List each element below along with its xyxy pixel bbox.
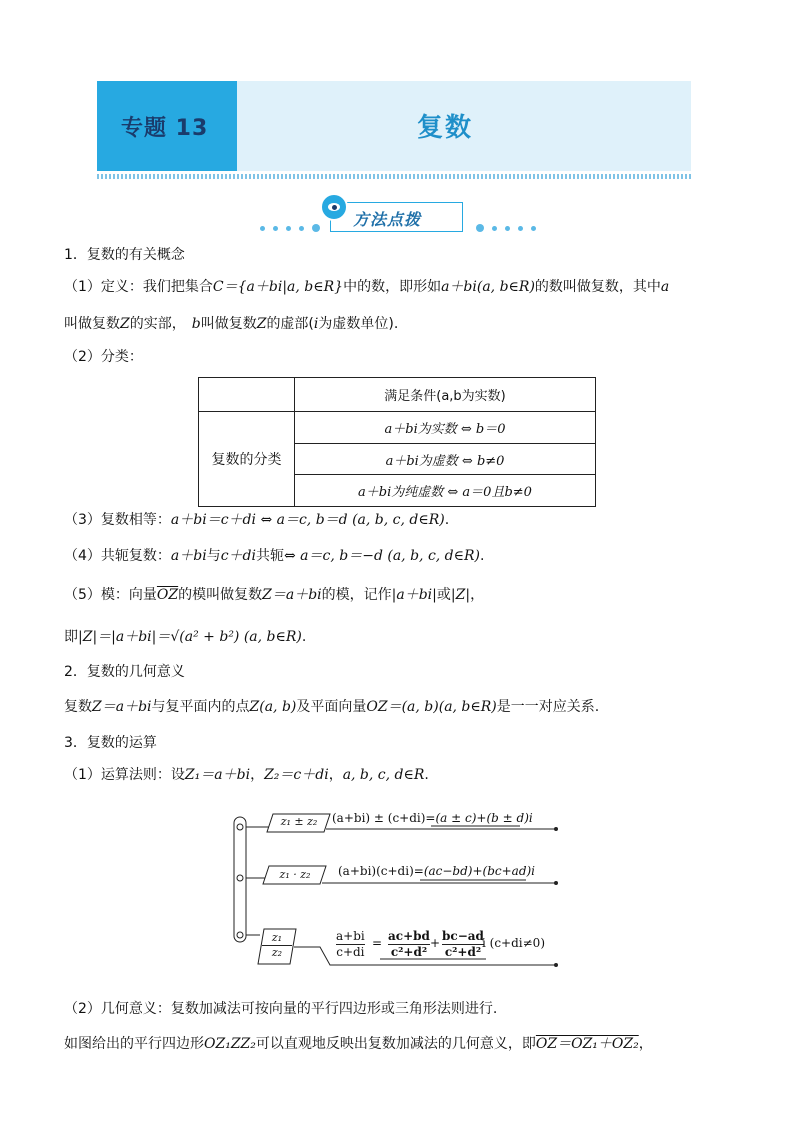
op-div-lhs: a+bi c+di xyxy=(336,929,365,959)
table-row: a＋bi为实数 ⇔ b＝0 xyxy=(295,412,596,444)
operations-rule-line: （1）运算法则：设Z₁＝a＋bi，Z₂＝c＋di，a, b, c, d∈R. xyxy=(64,767,429,783)
table-row: a＋bi为纯虚数 ⇔ a＝0且b≠0 xyxy=(295,475,596,507)
table-corner xyxy=(199,378,295,412)
header-divider xyxy=(97,174,691,179)
op-div-frac1: ac+bd c²+d² xyxy=(388,929,430,959)
topic-label-box xyxy=(97,81,237,171)
op-mul-formula: (a+bi)(c+di)=(ac−bd)+(bc+ad)i xyxy=(338,864,536,878)
definition-line-2: 叫做复数Z的实部， b叫做复数Z的虚部(i为虚数单位). xyxy=(64,316,399,332)
op-div-tail: i (c+di≠0) xyxy=(482,936,545,950)
operations-diagram xyxy=(228,805,568,975)
page-title: 复数 xyxy=(417,113,474,143)
conjugate-line: （4）共轭复数：a＋bi与c＋di共轭⇔ a＝c, b＝−d (a, b, c, d∈R). xyxy=(64,548,485,564)
op-add-formula: (a+bi) ± (c+di)=(a ± c)+(b ± d)i xyxy=(332,811,533,825)
op-div-frac2: bc−ad c²+d² xyxy=(442,929,484,959)
op-mul-label: z₁ · z₂ xyxy=(279,868,311,881)
op-div-eq: = xyxy=(372,936,383,950)
definition-line: （1）定义：我们把集合C＝{a＋bi|a, b∈R}中的数，即形如a＋bi(a, b∈R)的数叫做复数，其中a xyxy=(64,279,670,295)
heading-operations: 3．复数的运算 xyxy=(64,735,157,751)
decorative-dots-left xyxy=(260,224,320,232)
modulus-formula-line: 即|Z|＝|a＋bi|＝√(a² + b²) (a, b∈R). xyxy=(64,629,307,645)
table-row-label: 复数的分类 xyxy=(199,412,295,507)
heading-concepts: 1．复数的有关概念 xyxy=(64,247,185,263)
op-div-plus: + xyxy=(430,936,441,950)
classification-heading: （2）分类： xyxy=(64,349,143,365)
op-div-label: z₁ z₂ xyxy=(262,931,292,960)
equality-line: （3）复数相等：a＋bi＝c＋di ⇔ a＝c, b＝d (a, b, c, d∈R). xyxy=(64,512,450,528)
eye-icon xyxy=(320,193,348,221)
parallelogram-line: 如图给出的平行四边形OZ₁ZZ₂可以直观地反映出复数加减法的几何意义，即OZ＝OZ₁＋OZ₂， xyxy=(64,1036,653,1052)
section-tag-label: 方法点拨 xyxy=(353,210,422,229)
table-header: 满足条件(a,b为实数) xyxy=(295,378,596,412)
section-tag xyxy=(330,202,463,232)
heading-geometry: 2．复数的几何意义 xyxy=(64,664,185,680)
classification-table xyxy=(198,377,596,507)
geometry-line: 复数Z＝a＋bi与复平面内的点Z(a, b)及平面向量OZ＝(a, b)(a, b∈R)是一一对应关系. xyxy=(64,699,600,715)
topic-label: 专题 13 xyxy=(121,116,209,141)
geometric-meaning-line: （2）几何意义：复数加减法可按向量的平行四边形或三角形法则进行. xyxy=(64,1001,498,1017)
table-row: a＋bi为虚数 ⇔ b≠0 xyxy=(295,444,596,475)
decorative-dots-right xyxy=(476,224,536,232)
op-add-label: z₁ ± z₂ xyxy=(280,815,318,828)
modulus-line: （5）模：向量$\overline{OZ}$的模叫做复数Z＝a＋bi的模，记作|a＋bi|或|Z|， xyxy=(64,587,485,603)
